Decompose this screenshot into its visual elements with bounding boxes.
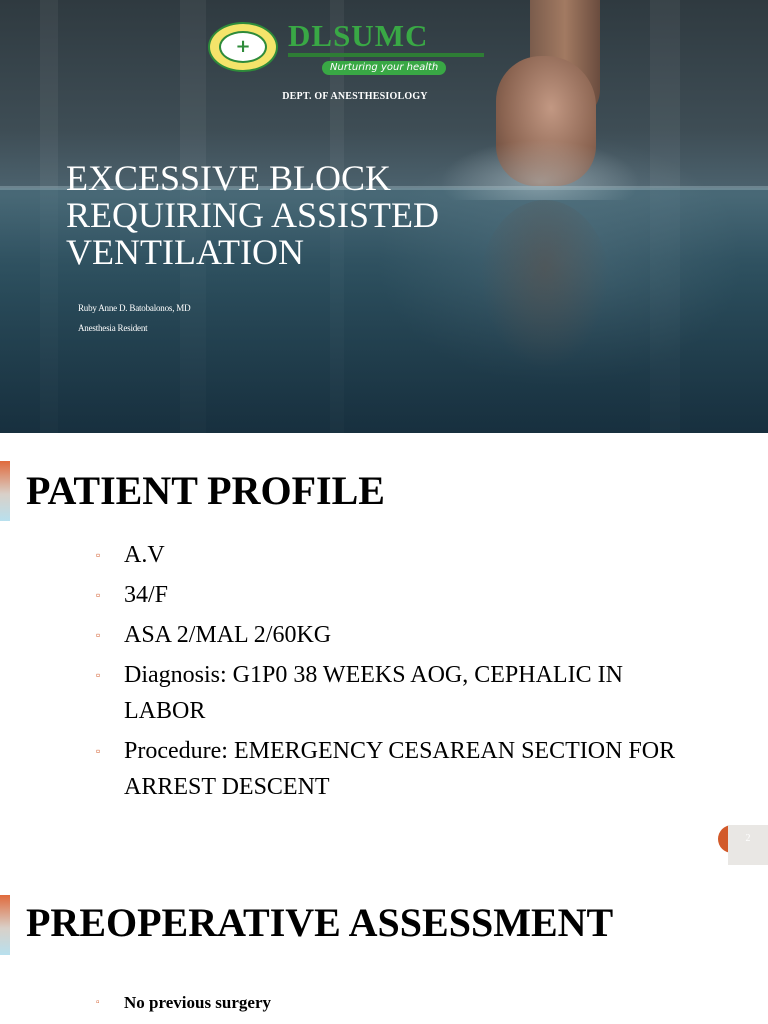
- accent-bar: [0, 895, 10, 955]
- title-slide: [0, 0, 768, 433]
- logo-tagline: Nurturing your health: [322, 61, 446, 75]
- presentation-title: [66, 160, 506, 271]
- logo-seal-icon: +: [208, 22, 278, 72]
- author-role: Anesthesia Resident: [78, 323, 148, 333]
- bullet-marker-icon: ▫: [96, 997, 100, 1008]
- bullet-marker-icon: ▫: [96, 548, 101, 562]
- title-line: EXCESSIVE BLOCK: [66, 158, 392, 198]
- list-item: ▫ Diagnosis: G1P0 38 WEEKS AOG, CEPHALIC IN LABOR: [96, 657, 686, 729]
- slide-title: PREOPERATIVE ASSESSMENT: [26, 900, 614, 945]
- list-item: ▫ A.V: [96, 537, 686, 573]
- list-item: ▫ 34/F: [96, 577, 686, 613]
- bullet-list: [96, 991, 696, 1015]
- list-item: ▫ ASA 2/MAL 2/60KG: [96, 617, 686, 653]
- dlsumc-logo: [208, 18, 493, 80]
- title-line: REQUIRING ASSISTED: [66, 195, 440, 235]
- patient-profile-slide: [0, 433, 768, 865]
- title-line: VENTILATION: [66, 232, 304, 272]
- bullet-marker-icon: ▫: [96, 588, 101, 602]
- list-item: ▫ Procedure: EMERGENCY CESAREAN SECTION FOR ARREST DESCENT: [96, 733, 686, 805]
- page-number: 2: [728, 825, 768, 865]
- bullet-marker-icon: ▫: [96, 668, 101, 682]
- preoperative-assessment-slide: [0, 865, 768, 1024]
- slide-title: PATIENT PROFILE: [26, 468, 385, 513]
- bullet-marker-icon: ▫: [96, 628, 101, 642]
- bullet-list: [96, 537, 686, 809]
- list-item: ▫ No previous surgery: [96, 991, 696, 1015]
- accent-bar: [0, 461, 10, 521]
- page-number-badge: [718, 825, 768, 865]
- logo-bar: [288, 53, 484, 57]
- bullet-marker-icon: ▫: [96, 744, 101, 758]
- logo-name: DLSUMC: [288, 18, 429, 53]
- department-label: DEPT. OF ANESTHESIOLOGY: [282, 91, 428, 102]
- author-name: Ruby Anne D. Batobalonos, MD: [78, 303, 191, 313]
